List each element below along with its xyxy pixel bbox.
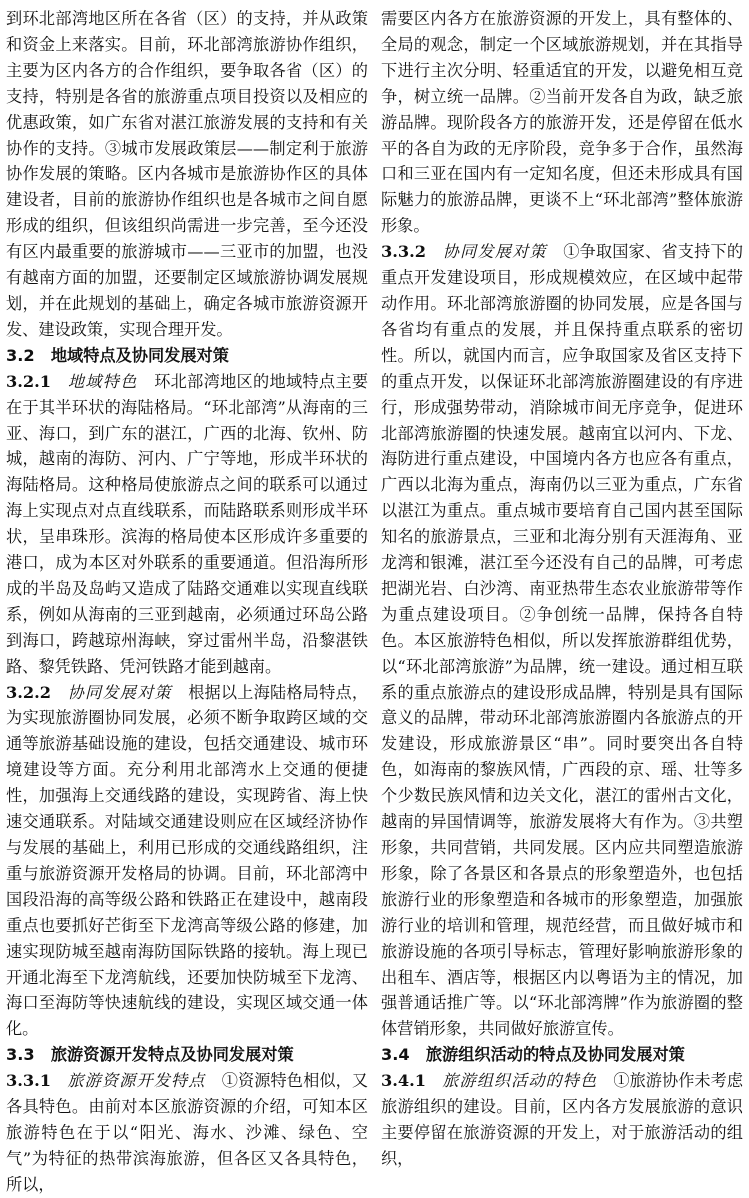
subsection-text-3-4-1: ①旅游协作未考虑旅游组织的建设。目前，区内各方发展旅游的意识主要停留在旅游资源的开发上，对于旅游活动的组织， [381, 1071, 744, 1168]
right-column [381, 6, 744, 1168]
subsection-number-3-2-1: 3.2.1 [6, 371, 52, 391]
subsection-text-3-3-2: ①争取国家、省支持下的重点开发建设项目，形成规模效应，在区域中起带动作用。环北部湾旅游圈的协同发展，应是各国与各省均有重点的发展，并且保持重点联系的密切性。所以，就国内而言，应争取国家及省区支持下的重点开发，以保证环北部湾旅游圈建设的有序进行，形成强势带动，消除城市间无序竞争，促进环北部湾旅游圈的快速发展。越南宜以河内、下龙、海防进行重点建设，中国境内各方也应各有重点，广西以北海为重点，海南仍以三亚为重点，广东省以湛江为重点。重点城市要培育自己国内甚至国际知名的旅游景点，三亚和北海分别有天涯海角、亚龙湾和银滩，湛江至今还没有自己的品牌，可考虑把湖光岩、白沙湾、南亚热带生态农业旅游带等作为重点建设项目。②争创统一品牌，保持各自特色。本区旅游特色相似，所以发挥旅游群组优势，以“环北部湾旅游”为品牌，统一建设。通过相互联系的重点旅游点的建设形成品牌，特别是具有国际意义的品牌，带动环北部湾旅游圈内各旅游点的开发建设，形成旅游景区“串”。同时要突出各自特色，如海南的黎族风情，广西段的京、瑶、壮等多个少数民族风情和边关文化，湛江的雷州古文化，越南的异国情调等，旅游发展将大有作为。③共塑形象，共同营销，共同发展。区内应共同塑造旅游形象，除了各景区和各景点的形象塑造外，也包括旅游行业的形象塑造和各城市的形象塑造，加强旅游行业的培训和管理，规范经营，而且做好城市和旅游设施的各项引导标志，管理好影响旅游形象的出租车、酒店等，根据区内以粤语为主的情况，加强普通话推广等。以“环北部湾牌”作为旅游圈的整体营销形象，共同做好旅游宣传。 [381, 242, 744, 1039]
paragraph-3-2-1 [6, 369, 368, 680]
subsection-label-3-4-1: 旅游组织活动的特色 [442, 1071, 598, 1091]
subsection-number-3-4-1: 3.4.1 [381, 1071, 427, 1091]
paragraph-3-4-1 [381, 1068, 743, 1172]
subsection-number-3-2-2: 3.2.2 [6, 682, 52, 702]
paragraph-policy-continuation: 到环北部湾地区所在各省（区）的支持，并从政策和资金上来落实。目前，环北部湾旅游协作组织，主要为区内各方的合作组织，要争取各省（区）的支持，特别是各省的旅游重点项目投资以及相应的优惠政策，如广东省对湛江旅游发展的支持和有关协作的支持。③城市发展政策层——制定利于旅游协作发展的策略。区内各城市是旅游协作区的具体建设者，目前的旅游协作组织也是各城市之间自愿形成的组织，但该组织尚需进一步完善，至今还没有区内最重要的旅游城市——三亚市的加盟，也没有越南方面的加盟，还要制定区域旅游协调发展规划，并在此规划的基础上，确定各城市旅游资源开发、建设政策，实现合理开发。 [6, 9, 368, 339]
paragraph-resource-continuation: 需要区内各方在旅游资源的开发上，具有整体的、全局的观念，制定一个区域旅游规划，并在其指导下进行主次分明、轻重适宜的开发，以避免相互竞争，树立统一品牌。②当前开发各自为政，缺乏旅游品牌。现阶段各方的旅游开发，还是停留在低水平的各自为政的无序阶段，竞争多于合作，虽然海口和三亚在国内有一定知名度，但还未形成具有国际魅力的旅游品牌，更谈不上“环北部湾”整体旅游形象。 [381, 9, 743, 236]
subsection-text-3-2-2: 根据以上海陆格局特点，为实现旅游圈协同发展，必须不断争取跨区域的交通等旅游基础设施的建设，包括交通建设、城市环境建设等方面。充分利用北部湾水上交通的便捷性，加强海上交通线路的建设，实现跨省、海上快速交通联系。对陆域交通建设则应在区域经济协作与发展的基础上，利用已形成的交通线路组织，注重与旅游资源开发格局的协调。目前，环北部湾中国段沿海的高等级公路和铁路正在建设中，越南段重点也要抓好芒街至下龙湾高等级公路的修建，加速实现防城至越南海防国际铁路的接轨。海上现已开通北海至下龙湾航线，还要加快防城至下龙湾、海口至海防等快速航线的建设，实现区域交通一体化。 [6, 682, 369, 1039]
section-heading-3-4: 3.4 旅游组织活动的特点及协同发展对策 [381, 1045, 685, 1065]
subsection-text-3-3-1: ①资源特色相似，又各具特色。由前对本区旅游资源的介绍，可知本区旅游特色在于以“阳光、海水、沙滩、绿色、空气”为特征的热带滨海旅游，但各区又各具特色，所以， [6, 1071, 369, 1194]
subsection-label-3-2-2: 协同发展对策 [67, 682, 172, 702]
subsection-number-3-3-2: 3.3.2 [381, 242, 427, 262]
paragraph-3-3-1 [6, 1068, 368, 1198]
paragraph-3-2-2 [6, 680, 368, 1043]
subsection-text-3-2-1: 环北部湾地区的地域特点主要在于其半环状的海陆格局。“环北部湾”从海南的三亚、海口，到广东的湛江，广西的北海、钦州、防城，越南的海防、河内、广宁等地，形成半环状的海陆格局。这种格局使旅游点之间的联系可以通过海上实现点对点直线联系，而陆路联系则形成半环状，呈串珠形。滨海的格局使本区形成许多重要的港口，成为本区对外联系的重要通道。但沿海所形成的半岛及岛屿又造成了陆路交通难以实现直线联系，例如从海南的三亚到越南，必须通过环岛公路到海口，跨越琼州海峡，穿过雷州半岛，沿黎湛铁路、黎凭铁路、凭河铁路才能到越南。 [6, 371, 369, 676]
subsection-number-3-3-1: 3.3.1 [6, 1071, 52, 1091]
subsection-label-3-2-1: 地域特色 [67, 371, 138, 391]
paragraph-3-3-2 [381, 239, 743, 1042]
left-column [6, 6, 369, 1194]
section-heading-3-2: 3.2 地域特点及协同发展对策 [6, 345, 229, 365]
subsection-label-3-3-2: 协同发展对策 [442, 242, 547, 262]
subsection-label-3-3-1: 旅游资源开发特点 [67, 1071, 206, 1091]
section-heading-3-3: 3.3 旅游资源开发特点及协同发展对策 [6, 1045, 294, 1065]
